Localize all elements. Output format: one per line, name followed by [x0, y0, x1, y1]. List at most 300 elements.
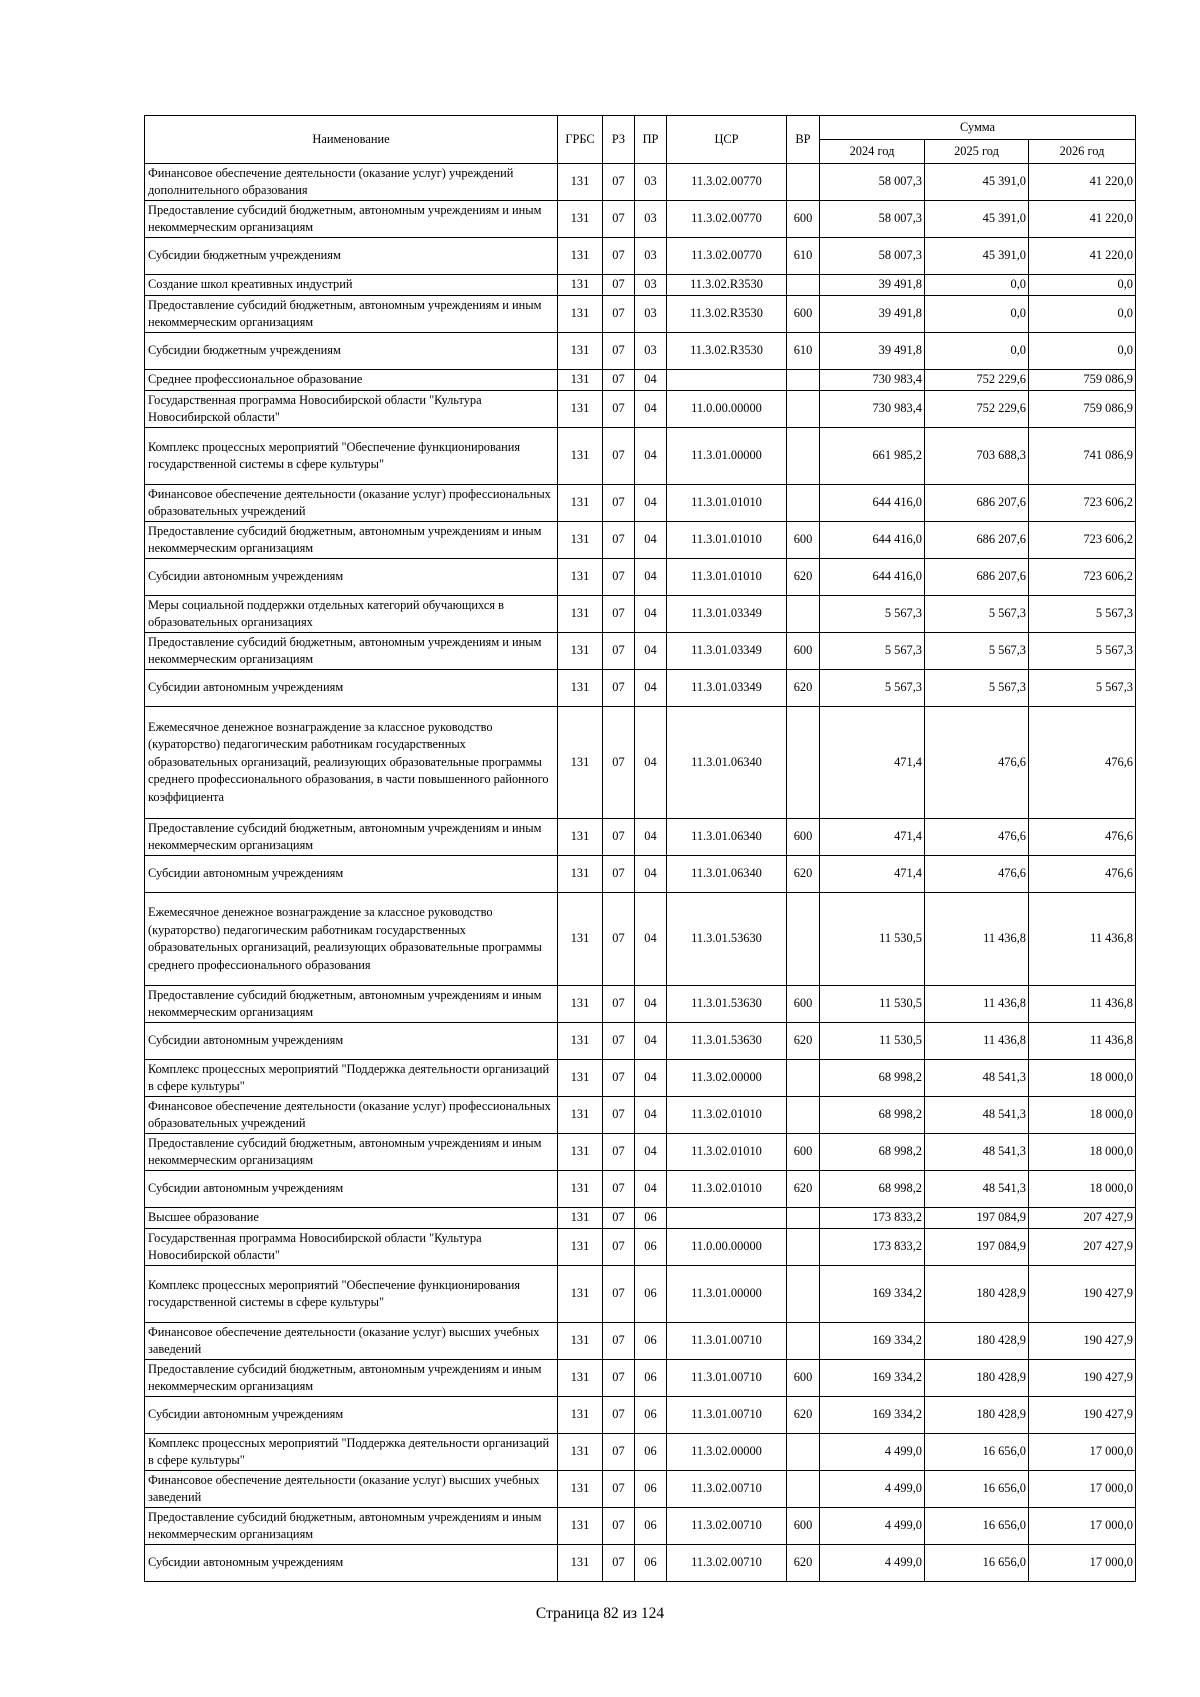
cell-2025: 11 436,8: [925, 893, 1029, 986]
cell-rz: 07: [603, 1023, 635, 1060]
table-row: [145, 485, 1136, 522]
cell-rz: 07: [603, 1097, 635, 1134]
table-row: [145, 1023, 1136, 1060]
cell-2026: 18 000,0: [1029, 1097, 1136, 1134]
cell-pr: 04: [635, 428, 667, 485]
cell-csr: 11.3.01.00710: [667, 1397, 787, 1434]
cell-2026: 17 000,0: [1029, 1508, 1136, 1545]
table-row: [145, 633, 1136, 670]
cell-csr: 11.3.02.00770: [667, 164, 787, 201]
cell-name: Предоставление субсидий бюджетным, автономным учреждениям и иным некоммерческим организациям: [145, 986, 558, 1023]
cell-name: Высшее образование: [145, 1208, 558, 1229]
cell-2025: 0,0: [925, 296, 1029, 333]
table-header: [145, 116, 1136, 164]
cell-rz: 07: [603, 856, 635, 893]
cell-vr: 620: [787, 1171, 820, 1208]
cell-vr: 600: [787, 1508, 820, 1545]
table-row: [145, 856, 1136, 893]
cell-2025: 48 541,3: [925, 1060, 1029, 1097]
cell-grbs: 131: [558, 428, 603, 485]
cell-pr: 06: [635, 1545, 667, 1582]
cell-2025: 752 229,6: [925, 391, 1029, 428]
cell-vr: 620: [787, 559, 820, 596]
cell-pr: 04: [635, 893, 667, 986]
cell-grbs: 131: [558, 1545, 603, 1582]
cell-rz: 07: [603, 201, 635, 238]
table-row: [145, 201, 1136, 238]
table-row: [145, 1545, 1136, 1582]
cell-2025: 752 229,6: [925, 370, 1029, 391]
cell-name: Финансовое обеспечение деятельности (оказание услуг) профессиональных образовательных учреждений: [145, 485, 558, 522]
cell-rz: 07: [603, 485, 635, 522]
cell-rz: 07: [603, 1360, 635, 1397]
cell-rz: 07: [603, 1208, 635, 1229]
cell-grbs: 131: [558, 485, 603, 522]
cell-pr: 03: [635, 164, 667, 201]
table-row: [145, 1266, 1136, 1323]
cell-vr: [787, 707, 820, 819]
cell-2025: 476,6: [925, 707, 1029, 819]
cell-rz: 07: [603, 1471, 635, 1508]
table-row: [145, 1323, 1136, 1360]
cell-grbs: 131: [558, 1060, 603, 1097]
cell-vr: [787, 1471, 820, 1508]
cell-2026: 0,0: [1029, 296, 1136, 333]
table-row: [145, 707, 1136, 819]
cell-name: Комплекс процессных мероприятий "Обеспечение функционирования государственной системы в сфере культуры": [145, 1266, 558, 1323]
cell-2026: 41 220,0: [1029, 201, 1136, 238]
table-row: [145, 1434, 1136, 1471]
cell-vr: [787, 1060, 820, 1097]
cell-2025: 0,0: [925, 275, 1029, 296]
table-body: [145, 164, 1136, 1582]
table-row: [145, 819, 1136, 856]
cell-rz: 07: [603, 1134, 635, 1171]
cell-grbs: 131: [558, 238, 603, 275]
cell-name: Субсидии автономным учреждениям: [145, 1545, 558, 1582]
cell-rz: 07: [603, 559, 635, 596]
cell-2026: 476,6: [1029, 707, 1136, 819]
cell-pr: 06: [635, 1508, 667, 1545]
cell-rz: 07: [603, 275, 635, 296]
cell-2026: 11 436,8: [1029, 893, 1136, 986]
cell-csr: [667, 1208, 787, 1229]
cell-name: Создание школ креативных индустрий: [145, 275, 558, 296]
cell-rz: 07: [603, 238, 635, 275]
cell-2025: 5 567,3: [925, 596, 1029, 633]
cell-grbs: 131: [558, 370, 603, 391]
cell-2025: 180 428,9: [925, 1266, 1029, 1323]
cell-2025: 180 428,9: [925, 1397, 1029, 1434]
cell-csr: 11.3.01.53630: [667, 986, 787, 1023]
cell-2026: 17 000,0: [1029, 1434, 1136, 1471]
cell-name: Финансовое обеспечение деятельности (оказание услуг) высших учебных заведений: [145, 1471, 558, 1508]
cell-rz: 07: [603, 522, 635, 559]
cell-csr: 11.3.01.00000: [667, 1266, 787, 1323]
cell-2024: 644 416,0: [820, 522, 925, 559]
cell-csr: 11.3.02.00710: [667, 1471, 787, 1508]
cell-2025: 197 084,9: [925, 1229, 1029, 1266]
cell-2026: 759 086,9: [1029, 391, 1136, 428]
cell-2025: 703 688,3: [925, 428, 1029, 485]
cell-grbs: 131: [558, 893, 603, 986]
cell-2026: 11 436,8: [1029, 1023, 1136, 1060]
cell-pr: 04: [635, 485, 667, 522]
cell-2026: 17 000,0: [1029, 1545, 1136, 1582]
cell-name: Субсидии автономным учреждениям: [145, 1171, 558, 1208]
cell-grbs: 131: [558, 1208, 603, 1229]
cell-pr: 04: [635, 633, 667, 670]
cell-rz: 07: [603, 1323, 635, 1360]
cell-2026: 5 567,3: [1029, 596, 1136, 633]
cell-grbs: 131: [558, 1471, 603, 1508]
cell-pr: 06: [635, 1208, 667, 1229]
cell-2024: 661 985,2: [820, 428, 925, 485]
cell-2024: 39 491,8: [820, 275, 925, 296]
cell-pr: 04: [635, 670, 667, 707]
cell-2026: 759 086,9: [1029, 370, 1136, 391]
budget-table: [144, 115, 1136, 1582]
cell-grbs: 131: [558, 296, 603, 333]
cell-pr: 04: [635, 1171, 667, 1208]
cell-rz: 07: [603, 1545, 635, 1582]
cell-2025: 16 656,0: [925, 1508, 1029, 1545]
header-row: [145, 116, 1136, 140]
cell-2025: 48 541,3: [925, 1134, 1029, 1171]
cell-vr: 600: [787, 819, 820, 856]
cell-grbs: 131: [558, 707, 603, 819]
cell-2026: 476,6: [1029, 819, 1136, 856]
cell-2024: 39 491,8: [820, 333, 925, 370]
cell-rz: 07: [603, 1060, 635, 1097]
cell-rz: 07: [603, 428, 635, 485]
cell-2024: 4 499,0: [820, 1508, 925, 1545]
cell-name: Ежемесячное денежное вознаграждение за классное руководство (кураторство) педагогическим работникам государственных образовательных организаций, реализующих образовательные программы среднего профессионального образования: [145, 893, 558, 986]
cell-pr: 06: [635, 1397, 667, 1434]
cell-2024: 39 491,8: [820, 296, 925, 333]
cell-grbs: 131: [558, 633, 603, 670]
cell-2025: 5 567,3: [925, 670, 1029, 707]
cell-2026: 723 606,2: [1029, 559, 1136, 596]
cell-name: Государственная программа Новосибирской области "Культура Новосибирской области": [145, 391, 558, 428]
cell-csr: 11.3.02.00770: [667, 201, 787, 238]
cell-csr: 11.3.02.00710: [667, 1545, 787, 1582]
cell-csr: 11.3.01.03349: [667, 596, 787, 633]
cell-pr: 06: [635, 1229, 667, 1266]
cell-name: Субсидии бюджетным учреждениям: [145, 238, 558, 275]
cell-csr: 11.3.02.00000: [667, 1434, 787, 1471]
page-number: Страница 82 из 124: [535, 1605, 665, 1622]
cell-vr: [787, 596, 820, 633]
cell-vr: 600: [787, 1360, 820, 1397]
cell-2025: 686 207,6: [925, 485, 1029, 522]
cell-2025: 686 207,6: [925, 559, 1029, 596]
table-row: [145, 986, 1136, 1023]
table-row: [145, 428, 1136, 485]
cell-vr: [787, 1266, 820, 1323]
cell-rz: 07: [603, 164, 635, 201]
cell-grbs: 131: [558, 391, 603, 428]
header-year-2026: 2026 год: [1029, 140, 1136, 164]
cell-vr: [787, 1323, 820, 1360]
cell-2026: 0,0: [1029, 275, 1136, 296]
cell-pr: 06: [635, 1434, 667, 1471]
cell-rz: 07: [603, 1266, 635, 1323]
cell-grbs: 131: [558, 1097, 603, 1134]
table-row: [145, 522, 1136, 559]
cell-grbs: 131: [558, 1023, 603, 1060]
cell-2025: 0,0: [925, 333, 1029, 370]
cell-name: Предоставление субсидий бюджетным, автономным учреждениям и иным некоммерческим организациям: [145, 296, 558, 333]
cell-name: Среднее профессиональное образование: [145, 370, 558, 391]
cell-pr: 04: [635, 856, 667, 893]
cell-2024: 730 983,4: [820, 370, 925, 391]
cell-pr: 03: [635, 333, 667, 370]
cell-grbs: 131: [558, 333, 603, 370]
cell-2026: 41 220,0: [1029, 238, 1136, 275]
cell-csr: 11.3.02.00000: [667, 1060, 787, 1097]
cell-vr: 620: [787, 1023, 820, 1060]
cell-2026: 190 427,9: [1029, 1397, 1136, 1434]
cell-2025: 11 436,8: [925, 1023, 1029, 1060]
cell-grbs: 131: [558, 1171, 603, 1208]
cell-pr: 04: [635, 819, 667, 856]
cell-grbs: 131: [558, 522, 603, 559]
cell-pr: 03: [635, 296, 667, 333]
cell-name: Финансовое обеспечение деятельности (оказание услуг) профессиональных образовательных учреждений: [145, 1097, 558, 1134]
cell-2026: 41 220,0: [1029, 164, 1136, 201]
table-row: [145, 596, 1136, 633]
cell-grbs: 131: [558, 201, 603, 238]
cell-2024: 169 334,2: [820, 1397, 925, 1434]
cell-2025: 686 207,6: [925, 522, 1029, 559]
cell-2024: 169 334,2: [820, 1266, 925, 1323]
cell-csr: 11.3.02.R3530: [667, 275, 787, 296]
cell-vr: [787, 370, 820, 391]
table-row: [145, 1397, 1136, 1434]
cell-2026: 18 000,0: [1029, 1134, 1136, 1171]
cell-rz: 07: [603, 1229, 635, 1266]
cell-vr: [787, 428, 820, 485]
cell-2024: 169 334,2: [820, 1323, 925, 1360]
table-row: [145, 1097, 1136, 1134]
cell-name: Предоставление субсидий бюджетным, автономным учреждениям и иным некоммерческим организациям: [145, 201, 558, 238]
cell-2026: 741 086,9: [1029, 428, 1136, 485]
cell-name: Предоставление субсидий бюджетным, автономным учреждениям и иным некоммерческим организациям: [145, 1134, 558, 1171]
cell-csr: 11.3.01.53630: [667, 893, 787, 986]
table-row: [145, 1171, 1136, 1208]
header-sum: Сумма: [820, 116, 1136, 140]
cell-2026: 190 427,9: [1029, 1266, 1136, 1323]
cell-grbs: 131: [558, 1134, 603, 1171]
cell-grbs: 131: [558, 1434, 603, 1471]
table-row: [145, 164, 1136, 201]
cell-vr: 600: [787, 633, 820, 670]
cell-rz: 07: [603, 1434, 635, 1471]
header-pr: ПР: [635, 116, 667, 164]
header-year-2024: 2024 год: [820, 140, 925, 164]
cell-vr: 600: [787, 522, 820, 559]
header-name: Наименование: [145, 116, 558, 164]
cell-csr: 11.3.01.06340: [667, 819, 787, 856]
cell-vr: [787, 1434, 820, 1471]
cell-grbs: 131: [558, 856, 603, 893]
cell-name: Комплекс процессных мероприятий "Поддержка деятельности организаций в сфере культуры": [145, 1434, 558, 1471]
cell-vr: [787, 1229, 820, 1266]
cell-2025: 45 391,0: [925, 201, 1029, 238]
cell-rz: 07: [603, 1397, 635, 1434]
table-row: [145, 670, 1136, 707]
cell-vr: 620: [787, 1397, 820, 1434]
cell-csr: 11.3.02.00770: [667, 238, 787, 275]
cell-2024: 169 334,2: [820, 1360, 925, 1397]
cell-pr: 04: [635, 707, 667, 819]
cell-name: Предоставление субсидий бюджетным, автономным учреждениям и иным некоммерческим организациям: [145, 1360, 558, 1397]
cell-2025: 48 541,3: [925, 1171, 1029, 1208]
cell-grbs: 131: [558, 1360, 603, 1397]
cell-pr: 03: [635, 275, 667, 296]
table-row: [145, 333, 1136, 370]
cell-name: Предоставление субсидий бюджетным, автономным учреждениям и иным некоммерческим организациям: [145, 633, 558, 670]
cell-2026: 17 000,0: [1029, 1471, 1136, 1508]
cell-2024: 173 833,2: [820, 1229, 925, 1266]
cell-pr: 03: [635, 201, 667, 238]
cell-rz: 07: [603, 670, 635, 707]
cell-2025: 197 084,9: [925, 1208, 1029, 1229]
cell-csr: 11.0.00.00000: [667, 1229, 787, 1266]
cell-rz: 07: [603, 391, 635, 428]
cell-csr: 11.3.01.01010: [667, 522, 787, 559]
table-row: [145, 275, 1136, 296]
cell-name: Ежемесячное денежное вознаграждение за классное руководство (кураторство) педагогическим работникам государственных образовательных организаций, реализующих образовательные программы среднего профессионального образования, в части повышенного районного коэффициента: [145, 707, 558, 819]
cell-csr: 11.3.01.03349: [667, 670, 787, 707]
cell-vr: 620: [787, 1545, 820, 1582]
cell-2025: 45 391,0: [925, 238, 1029, 275]
cell-2026: 723 606,2: [1029, 485, 1136, 522]
cell-2024: 11 530,5: [820, 986, 925, 1023]
cell-grbs: 131: [558, 819, 603, 856]
cell-2026: 476,6: [1029, 856, 1136, 893]
cell-2024: 68 998,2: [820, 1171, 925, 1208]
cell-2025: 476,6: [925, 819, 1029, 856]
cell-grbs: 131: [558, 1229, 603, 1266]
cell-csr: [667, 370, 787, 391]
cell-2025: 5 567,3: [925, 633, 1029, 670]
cell-pr: 04: [635, 522, 667, 559]
cell-2024: 68 998,2: [820, 1060, 925, 1097]
cell-grbs: 131: [558, 1508, 603, 1545]
table-row: [145, 296, 1136, 333]
cell-pr: 04: [635, 1060, 667, 1097]
table-row: [145, 893, 1136, 986]
cell-2024: 173 833,2: [820, 1208, 925, 1229]
cell-2026: 11 436,8: [1029, 986, 1136, 1023]
cell-csr: 11.3.01.00710: [667, 1323, 787, 1360]
table-row: [145, 1360, 1136, 1397]
cell-name: Предоставление субсидий бюджетным, автономным учреждениям и иным некоммерческим организациям: [145, 819, 558, 856]
cell-name: Финансовое обеспечение деятельности (оказание услуг) высших учебных заведений: [145, 1323, 558, 1360]
cell-2026: 18 000,0: [1029, 1060, 1136, 1097]
cell-name: Субсидии бюджетным учреждениям: [145, 333, 558, 370]
cell-rz: 07: [603, 370, 635, 391]
cell-vr: [787, 1097, 820, 1134]
cell-2026: 5 567,3: [1029, 670, 1136, 707]
cell-2026: 723 606,2: [1029, 522, 1136, 559]
cell-vr: [787, 391, 820, 428]
cell-2026: 0,0: [1029, 333, 1136, 370]
cell-grbs: 131: [558, 986, 603, 1023]
cell-vr: 620: [787, 856, 820, 893]
cell-vr: 600: [787, 296, 820, 333]
cell-vr: 600: [787, 1134, 820, 1171]
cell-pr: 06: [635, 1266, 667, 1323]
cell-vr: [787, 485, 820, 522]
cell-2026: 190 427,9: [1029, 1323, 1136, 1360]
cell-2024: 5 567,3: [820, 670, 925, 707]
cell-rz: 07: [603, 707, 635, 819]
table-row: [145, 1134, 1136, 1171]
cell-2026: 18 000,0: [1029, 1171, 1136, 1208]
cell-pr: 04: [635, 986, 667, 1023]
cell-2025: 11 436,8: [925, 986, 1029, 1023]
cell-2024: 58 007,3: [820, 201, 925, 238]
cell-2024: 4 499,0: [820, 1434, 925, 1471]
cell-2024: 11 530,5: [820, 1023, 925, 1060]
cell-grbs: 131: [558, 164, 603, 201]
table-row: [145, 1471, 1136, 1508]
cell-2025: 476,6: [925, 856, 1029, 893]
cell-rz: 07: [603, 633, 635, 670]
header-year-2025: 2025 год: [925, 140, 1029, 164]
cell-2024: 644 416,0: [820, 485, 925, 522]
cell-csr: 11.3.02.01010: [667, 1097, 787, 1134]
cell-2024: 4 499,0: [820, 1471, 925, 1508]
cell-name: Предоставление субсидий бюджетным, автономным учреждениям и иным некоммерческим организациям: [145, 1508, 558, 1545]
cell-csr: 11.3.02.R3530: [667, 296, 787, 333]
cell-2024: 4 499,0: [820, 1545, 925, 1582]
cell-name: Субсидии автономным учреждениям: [145, 670, 558, 707]
cell-2025: 16 656,0: [925, 1545, 1029, 1582]
table-row: [145, 370, 1136, 391]
cell-pr: 03: [635, 238, 667, 275]
cell-2024: 58 007,3: [820, 164, 925, 201]
cell-pr: 04: [635, 1134, 667, 1171]
cell-pr: 04: [635, 1097, 667, 1134]
cell-pr: 04: [635, 370, 667, 391]
cell-rz: 07: [603, 596, 635, 633]
cell-name: Финансовое обеспечение деятельности (оказание услуг) учреждений дополнительного образования: [145, 164, 558, 201]
cell-2025: 16 656,0: [925, 1471, 1029, 1508]
cell-pr: 04: [635, 596, 667, 633]
cell-csr: 11.3.02.00710: [667, 1508, 787, 1545]
cell-pr: 04: [635, 559, 667, 596]
cell-vr: [787, 1208, 820, 1229]
cell-2024: 644 416,0: [820, 559, 925, 596]
cell-csr: 11.3.01.01010: [667, 559, 787, 596]
cell-grbs: 131: [558, 275, 603, 296]
cell-name: Субсидии автономным учреждениям: [145, 1023, 558, 1060]
table-row: [145, 1208, 1136, 1229]
cell-2024: 11 530,5: [820, 893, 925, 986]
cell-2025: 16 656,0: [925, 1434, 1029, 1471]
header-grbs: ГРБС: [558, 116, 603, 164]
cell-name: Субсидии автономным учреждениям: [145, 1397, 558, 1434]
cell-2026: 5 567,3: [1029, 633, 1136, 670]
cell-vr: [787, 275, 820, 296]
table-row: [145, 559, 1136, 596]
cell-name: Государственная программа Новосибирской области "Культура Новосибирской области": [145, 1229, 558, 1266]
cell-vr: 610: [787, 238, 820, 275]
